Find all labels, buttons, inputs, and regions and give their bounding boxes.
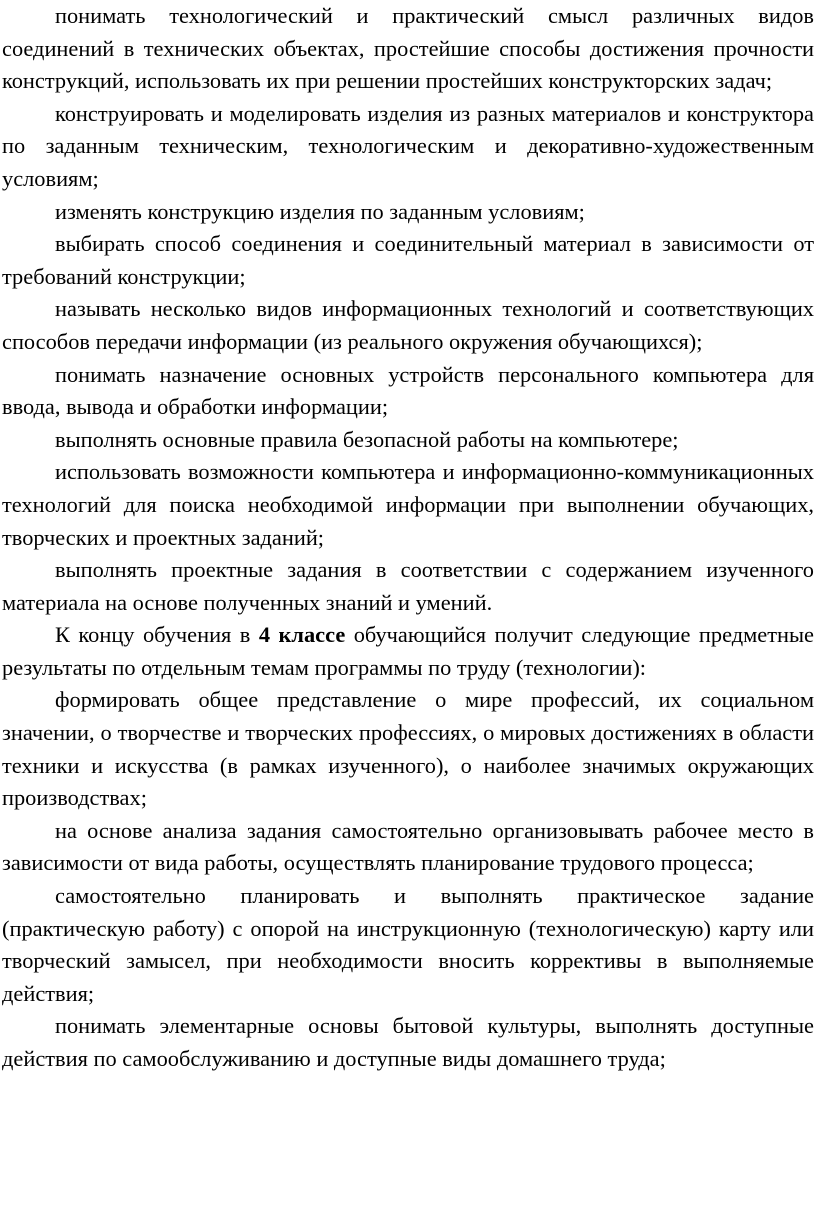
list-item-paragraph: на основе анализа задания самостоятельно организовывать рабочее место в зависимости от вида работы, осуществлять планирование трудового процесса; [2, 817, 814, 876]
list-item-paragraph: самостоятельно планировать и выполнять практическое задание (практическую работу) с опорой на инструкционную (технологическую) карту или творческий замысел, при необходимости вносить коррективы в выполняемые действия; [2, 883, 814, 1006]
list-item-paragraph: понимать элементарные основы бытовой культуры, выполнять доступные действия по самообслуживанию и доступные виды домашнего труда; [2, 1013, 814, 1071]
list-item-paragraph: называть несколько видов информационных технологий и соответствующих способов передачи информации (из реального окружения обучающихся); [2, 296, 814, 354]
list-item-paragraph: изменять конструкцию изделия по заданным условиям; [55, 198, 585, 224]
list-item-paragraph: выбирать способ соединения и соединительный материал в зависимости от требований конструкции; [2, 231, 814, 289]
list-item-paragraph: формировать общее представление о мире профессий, их социальном значении, о творчестве и творческих профессиях, о мировых достижениях в области техники и искусства (в рамках изученного), о наиболее значимых окружающих производствах; [2, 687, 814, 811]
intro-text-before: К концу обучения в [55, 622, 259, 648]
list-item-paragraph: выполнять проектные задания в соответствии с содержанием изученного материала на основе полученных знаний и умений. [2, 557, 814, 615]
list-item-paragraph: выполнять основные правила безопасной работы на компьютере; [55, 426, 679, 452]
intro-paragraph [2, 619, 814, 684]
list-item-paragraph: конструировать и моделировать изделия из разных материалов и конструктора по заданным техническим, технологическим и декоративно-художественным условиям; [2, 100, 814, 191]
list-item-paragraph: понимать технологический и практический смысл различных видов соединений в технических объектах, простейшие способы достижения прочности конструкций, использовать их при решении простейших конструкторских задач; [2, 3, 814, 94]
intro-text-after: обучающийся получит следующие предметные результаты по отдельным темам программы по труду (технологии): [2, 622, 814, 680]
list-item-paragraph: использовать возможности компьютера и информационно-коммуникационных технологий для поиска необходимой информации при выполнении обучающих, творческих и проектных заданий; [2, 459, 814, 550]
list-item-paragraph: понимать назначение основных устройств персонального компьютера для ввода, вывода и обработки информации; [2, 361, 814, 420]
grade-emphasis: 4 классе [258, 622, 346, 648]
